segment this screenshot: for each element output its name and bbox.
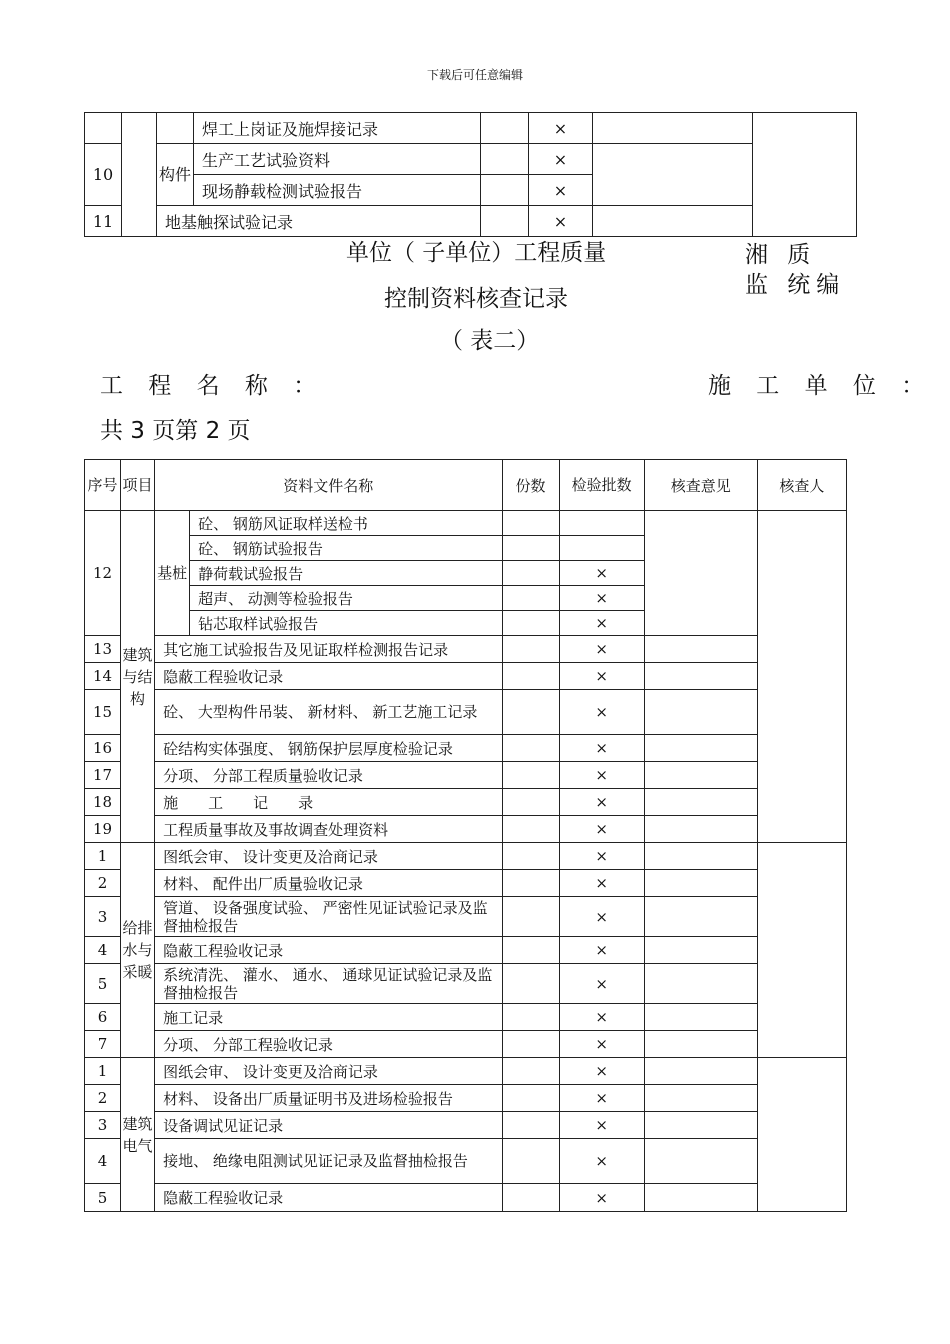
opinion-cell <box>644 1112 757 1139</box>
batch-cell: × <box>559 897 644 937</box>
item-name-cell: 隐蔽工程验收记录 <box>155 663 502 690</box>
copies-cell <box>481 144 529 175</box>
batch-cell: × <box>559 816 644 843</box>
form-title-line1: 单位（ 子单位）工程质量 <box>346 240 607 266</box>
batch-cell: × <box>559 937 644 964</box>
batch-cell: × <box>559 690 644 735</box>
table-row <box>85 964 847 1004</box>
batch-cell: × <box>559 964 644 1004</box>
batch-cell: × <box>559 611 644 636</box>
header-opinion: 核查意见 <box>644 460 757 511</box>
opinion-cell <box>644 1184 757 1212</box>
category-cell <box>122 113 157 237</box>
copies-cell <box>502 611 559 636</box>
item-name-cell: 现场静载检测试验报告 <box>194 175 481 206</box>
item-name-cell: 地基触探试验记录 <box>157 206 481 237</box>
copies-cell <box>502 1184 559 1212</box>
batch-cell <box>559 511 644 536</box>
opinion-cell <box>644 870 757 897</box>
batch-cell: × <box>559 663 644 690</box>
opinion-cell <box>593 144 753 206</box>
opinion-cell <box>644 690 757 735</box>
table-row <box>85 843 847 870</box>
copies-cell <box>502 870 559 897</box>
table-row <box>85 1004 847 1031</box>
table-row <box>85 206 857 237</box>
batch-cell <box>559 536 644 561</box>
table-row <box>85 1112 847 1139</box>
seq-cell: 5 <box>85 1184 121 1212</box>
copies-cell <box>502 1058 559 1085</box>
construction-unit-label: 施 工 单 位 ： <box>708 373 934 399</box>
opinion-cell <box>644 1139 757 1184</box>
group-label-cell: 构件 <box>157 144 194 206</box>
header-doc-name: 资料文件名称 <box>155 460 502 511</box>
copies-cell <box>502 586 559 611</box>
item-name-cell: 砼、 钢筋试验报告 <box>190 536 502 561</box>
copies-cell <box>502 816 559 843</box>
copies-cell <box>502 1139 559 1184</box>
copies-cell <box>502 897 559 937</box>
seq-cell: 6 <box>85 1004 121 1031</box>
header-checker: 核查人 <box>757 460 846 511</box>
header-inspection-batch: 检验批数 <box>559 460 644 511</box>
copies-cell <box>481 113 529 144</box>
batch-cell: × <box>559 1112 644 1139</box>
copies-cell <box>502 636 559 663</box>
item-name-cell: 材料、 配件出厂质量验收记录 <box>155 870 502 897</box>
opinion-cell <box>593 206 753 237</box>
seq-cell: 4 <box>85 1139 121 1184</box>
table-row <box>85 1184 847 1212</box>
opinion-cell <box>593 113 753 144</box>
item-name-cell: 钻芯取样试验报告 <box>190 611 502 636</box>
seq-cell: 14 <box>85 663 121 690</box>
item-name-cell: 砼、 大型构件吊装、 新材料、 新工艺施工记录 <box>155 690 502 735</box>
item-name-cell: 隐蔽工程验收记录 <box>155 937 502 964</box>
batch-cell: × <box>559 1004 644 1031</box>
batch-cell: × <box>559 1031 644 1058</box>
table-row <box>85 690 847 735</box>
table-row <box>85 511 847 536</box>
item-name-cell: 隐蔽工程验收记录 <box>155 1184 502 1212</box>
item-name-cell: 图纸会审、 设计变更及洽商记录 <box>155 1058 502 1085</box>
opinion-cell <box>644 511 757 636</box>
batch-cell: × <box>559 735 644 762</box>
seq-cell: 15 <box>85 690 121 735</box>
seq-cell: 4 <box>85 937 121 964</box>
header-seq: 序号 <box>85 460 121 511</box>
copies-cell <box>502 1112 559 1139</box>
seq-cell: 17 <box>85 762 121 789</box>
seq-cell: 16 <box>85 735 121 762</box>
copies-cell <box>502 964 559 1004</box>
copies-cell <box>502 735 559 762</box>
checker-cell <box>757 843 846 1058</box>
seq-cell: 10 <box>85 144 122 206</box>
copies-cell <box>502 536 559 561</box>
batch-cell: × <box>559 789 644 816</box>
opinion-cell <box>644 1004 757 1031</box>
top-continuation-table <box>84 112 857 237</box>
copies-cell <box>502 561 559 586</box>
table-header-row <box>85 460 847 511</box>
table-row <box>85 789 847 816</box>
item-name-cell: 砼、 钢筋风证取样送检书 <box>190 511 502 536</box>
table-row <box>85 897 847 937</box>
batch-cell: × <box>559 561 644 586</box>
table-row <box>85 870 847 897</box>
table-row <box>85 1058 847 1085</box>
table-row <box>85 1085 847 1112</box>
copies-cell <box>481 206 529 237</box>
batch-cell: × <box>529 113 593 144</box>
copies-cell <box>502 1085 559 1112</box>
copies-cell <box>502 937 559 964</box>
batch-cell: × <box>559 870 644 897</box>
batch-cell: × <box>559 843 644 870</box>
opinion-cell <box>644 964 757 1004</box>
table-row <box>85 937 847 964</box>
batch-cell: × <box>559 1184 644 1212</box>
item-name-cell: 工程质量事故及事故调查处理资料 <box>155 816 502 843</box>
category-cell: 建筑与结构 <box>121 511 155 843</box>
opinion-cell <box>644 897 757 937</box>
header-note: 下载后可任意编辑 <box>426 68 523 82</box>
table-row <box>85 663 847 690</box>
copies-cell <box>502 843 559 870</box>
opinion-cell <box>644 762 757 789</box>
copies-cell <box>502 663 559 690</box>
form-title-line2: 控制资料核查记录 <box>384 286 568 312</box>
sub-group-cell: 基桩 <box>155 511 190 636</box>
copies-cell <box>502 762 559 789</box>
item-name-cell: 施 工 记 录 <box>155 789 502 816</box>
item-name-cell: 分项、 分部工程质量验收记录 <box>155 762 502 789</box>
opinion-cell <box>644 1058 757 1085</box>
item-name-cell: 图纸会审、 设计变更及洽商记录 <box>155 843 502 870</box>
table-row <box>85 1031 847 1058</box>
form-code: 湘 质 监 统编 <box>745 242 846 298</box>
item-name-cell: 系统清洗、 灌水、 通水、 通球见证试验记录及监督抽检报告 <box>155 964 502 1004</box>
table-row <box>85 636 847 663</box>
seq-cell: 7 <box>85 1031 121 1058</box>
item-name-cell: 超声、 动测等检验报告 <box>190 586 502 611</box>
seq-cell: 2 <box>85 1085 121 1112</box>
seq-cell: 3 <box>85 1112 121 1139</box>
header-copies: 份数 <box>502 460 559 511</box>
opinion-cell <box>644 789 757 816</box>
item-name-cell: 静荷载试验报告 <box>190 561 502 586</box>
project-name-label: 工 程 名 称 ： <box>100 373 326 399</box>
checker-cell <box>757 511 846 843</box>
group-cell <box>157 113 194 144</box>
batch-cell: × <box>559 1085 644 1112</box>
seq-cell: 11 <box>85 206 122 237</box>
opinion-cell <box>644 636 757 663</box>
copies-cell <box>502 1004 559 1031</box>
item-name-cell: 接地、 绝缘电阻测试见证记录及监督抽检报告 <box>155 1139 502 1184</box>
checker-cell <box>753 113 857 237</box>
batch-cell: × <box>559 1139 644 1184</box>
table-row <box>85 113 857 144</box>
seq-cell: 1 <box>85 1058 121 1085</box>
item-name-cell: 管道、 设备强度试验、 严密性见证试验记录及监督抽检报告 <box>155 897 502 937</box>
item-name-cell: 施工记录 <box>155 1004 502 1031</box>
page-info: 共 3 页第 2 页 <box>100 418 251 444</box>
table-row <box>85 816 847 843</box>
seq-cell: 2 <box>85 870 121 897</box>
batch-cell: × <box>559 586 644 611</box>
batch-cell: × <box>529 175 593 206</box>
opinion-cell <box>644 1085 757 1112</box>
item-name-cell: 设备调试见证记录 <box>155 1112 502 1139</box>
form-title-line3: （ 表二） <box>440 328 540 354</box>
item-name-cell: 生产工艺试验资料 <box>194 144 481 175</box>
seq-cell: 12 <box>85 511 121 636</box>
item-name-cell: 其它施工试验报告及见证取样检测报告记录 <box>155 636 502 663</box>
copies-cell <box>502 690 559 735</box>
opinion-cell <box>644 735 757 762</box>
table-row <box>85 144 857 175</box>
opinion-cell <box>644 1031 757 1058</box>
copies-cell <box>502 1031 559 1058</box>
category-cell: 建筑电气 <box>121 1058 155 1212</box>
table-row <box>85 735 847 762</box>
seq-cell <box>85 113 122 144</box>
category-cell: 给排水与采暖 <box>121 843 155 1058</box>
copies-cell <box>481 175 529 206</box>
header-category: 项目 <box>121 460 155 511</box>
copies-cell <box>502 511 559 536</box>
seq-cell: 13 <box>85 636 121 663</box>
opinion-cell <box>644 843 757 870</box>
batch-cell: × <box>529 144 593 175</box>
item-name-cell: 焊工上岗证及施焊接记录 <box>194 113 481 144</box>
control-data-table <box>84 459 847 1212</box>
batch-cell: × <box>559 762 644 789</box>
table-row <box>85 1139 847 1184</box>
seq-cell: 5 <box>85 964 121 1004</box>
opinion-cell <box>644 937 757 964</box>
opinion-cell <box>644 663 757 690</box>
item-name-cell: 材料、 设备出厂质量证明书及进场检验报告 <box>155 1085 502 1112</box>
batch-cell: × <box>559 1058 644 1085</box>
copies-cell <box>502 789 559 816</box>
seq-cell: 19 <box>85 816 121 843</box>
opinion-cell <box>644 816 757 843</box>
seq-cell: 3 <box>85 897 121 937</box>
seq-cell: 18 <box>85 789 121 816</box>
table-row <box>85 762 847 789</box>
item-name-cell: 分项、 分部工程验收记录 <box>155 1031 502 1058</box>
item-name-cell: 砼结构实体强度、 钢筋保护层厚度检验记录 <box>155 735 502 762</box>
batch-cell: × <box>559 636 644 663</box>
checker-cell <box>757 1058 846 1212</box>
batch-cell: × <box>529 206 593 237</box>
seq-cell: 1 <box>85 843 121 870</box>
